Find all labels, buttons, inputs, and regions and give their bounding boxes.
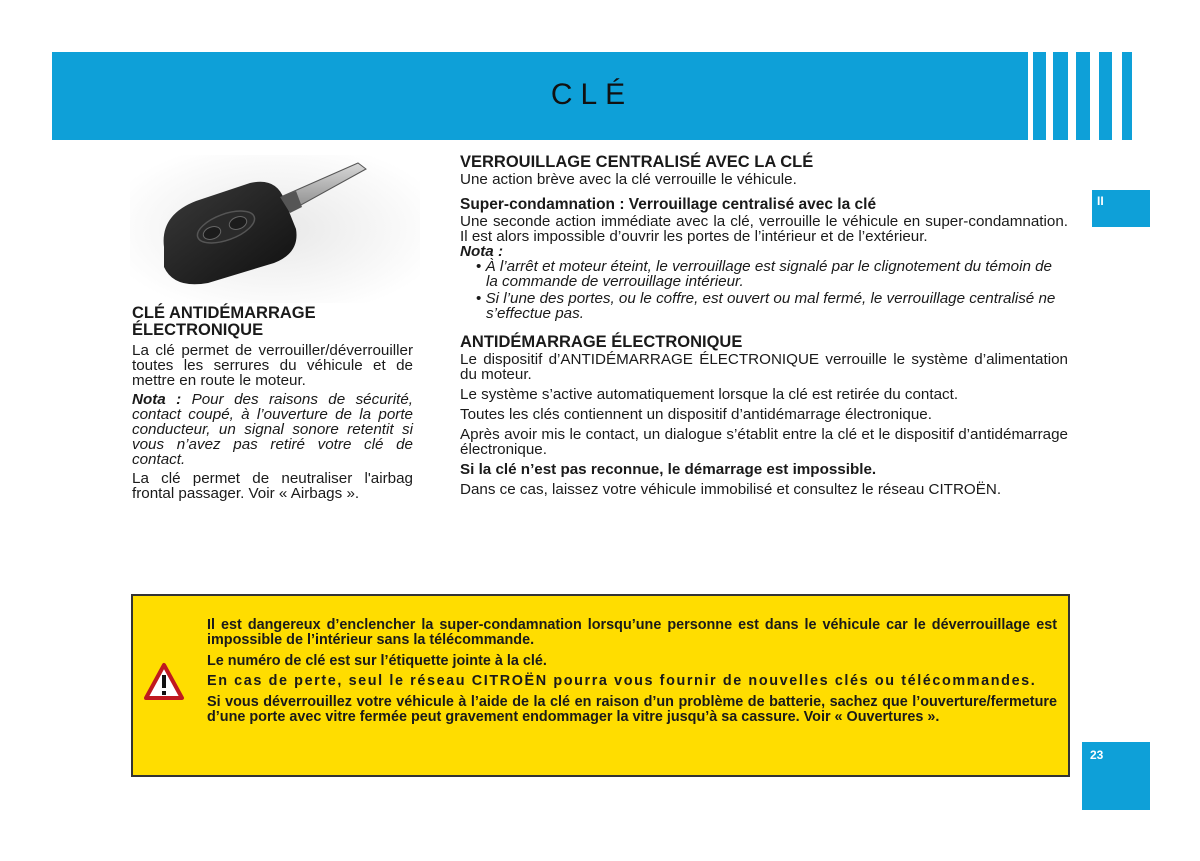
nota-paragraph — [132, 392, 413, 467]
section-heading-central-locking: VERROUILLAGE CENTRALISÉ AVEC LA CLÉ — [460, 153, 814, 171]
warning-paragraph: Il est dangereux d’enclencher la super-condamnation lorsqu’une personne est dans le véhicule car le déverrouillage est impossible de l’intérieur sans la télécommande. — [207, 617, 1057, 648]
paragraph: Dans ce cas, laissez votre véhicule immobilisé et consultez le réseau CITROËN. — [460, 481, 1002, 498]
car-key-icon — [130, 155, 420, 303]
paragraph-bold: Si la clé n’est pas reconnue, le démarrage est impossible. — [460, 461, 877, 478]
list-item: • Si l’une des portes, ou le coffre, est ouvert ou mal fermé, le verrouillage centralisé ne s’effectue pas. — [476, 291, 1068, 321]
paragraph: Une seconde action immédiate avec la clé, verrouille le véhicule en super-condamnation. Il est alors impossible d’ouvrir les portes de l’intérieur et de l’extérieur. — [460, 213, 1068, 245]
chapter-tab: II — [1092, 190, 1150, 227]
warning-paragraph: En cas de perte, seul le réseau CITROËN pourra vous fournir de nouvelles clés ou télécommandes. — [207, 673, 1037, 690]
section-heading-deadlocking: Super-condamnation : Verrouillage centralisé avec la clé — [460, 196, 877, 213]
paragraph: Une action brève avec la clé verrouille le véhicule. — [460, 171, 797, 188]
left-column — [132, 305, 413, 505]
warning-box — [131, 594, 1070, 777]
page-number: 23 — [1082, 742, 1150, 810]
section-heading-key: CLÉ ANTIDÉMARRAGE ÉLECTRONIQUE — [132, 304, 316, 339]
warning-paragraph: Si vous déverrouillez votre véhicule à l’aide de la clé en raison d’un problème de batterie, sachez que l’ouverture/fermeture d’une porte avec vitre fermée peut gravement endommager la vitre jusqu’à sa cassure. Voir « Ouvertures ». — [207, 694, 1057, 725]
page-title: CLÉ — [550, 78, 634, 111]
right-column — [460, 153, 1068, 502]
paragraph: La clé permet de neutraliser l'airbag frontal passager. Voir « Airbags ». — [132, 470, 413, 502]
warning-text — [207, 618, 1057, 731]
section-heading-immobiliser: ANTIDÉMARRAGE ÉLECTRONIQUE — [460, 333, 743, 351]
warning-triangle-icon — [143, 662, 185, 702]
paragraph: Toutes les clés contiennent un dispositif d’antidémarrage électronique. — [460, 406, 932, 423]
nota-text: Pour des raisons de sécurité, contact coupé, à l’ouverture de la porte conducteur, un signal sonore retentit si vous n’avez pas retiré votre clé de contact. — [132, 391, 413, 468]
paragraph: La clé permet de verrouiller/déverrouiller toutes les serrures du véhicule et de mettre en route le moteur. — [132, 342, 413, 389]
paragraph: Le dispositif d’ANTIDÉMARRAGE ÉLECTRONIQUE verrouille le système d’alimentation du moteur. — [460, 351, 1068, 383]
paragraph: Après avoir mis le contact, un dialogue s’établit entre la clé et le dispositif d’antidémarrage électronique. — [460, 426, 1068, 458]
warning-paragraph: Le numéro de clé est sur l’étiquette jointe à la clé. — [207, 652, 547, 669]
paragraph: Le système s’active automatiquement lorsque la clé est retirée du contact. — [460, 386, 959, 403]
nota-label: Nota : — [460, 243, 504, 260]
nota-label: Nota : — [132, 391, 182, 408]
list-item: • À l’arrêt et moteur éteint, le verrouillage est signalé par le clignotement du témoin de la commande de verrouillage intérieur. — [476, 259, 1068, 289]
nota-list — [476, 259, 1068, 321]
